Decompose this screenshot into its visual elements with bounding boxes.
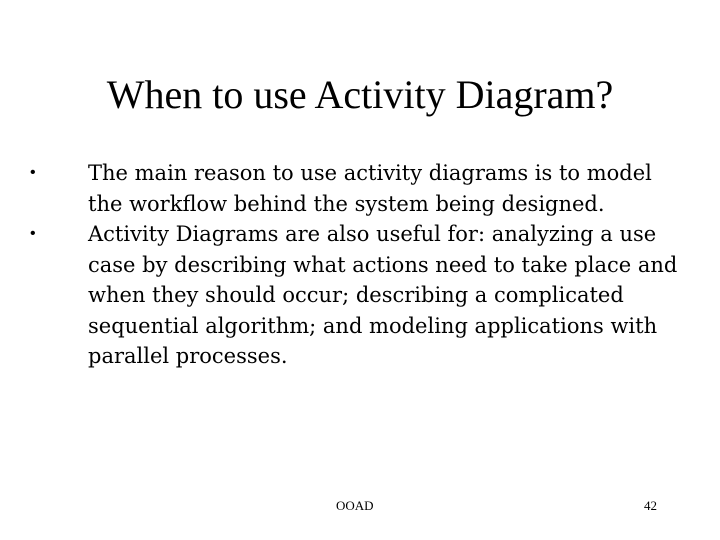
- bullet-list: [30, 158, 690, 372]
- bullet-item: [30, 219, 690, 372]
- footer-label: OOAD: [336, 498, 374, 513]
- bullet-text: Activity Diagrams are also useful for: analyzing a use case by describing what actions need to take place and when they should occur; describing a complicated sequential algorithm; and modeling applications with parallel processes.: [88, 222, 678, 368]
- bullet-text: The main reason to use activity diagrams is to model the workflow behind the system being designed.: [88, 161, 652, 216]
- bullet-icon: •: [30, 164, 36, 181]
- page-number: 42: [644, 498, 657, 513]
- slide-title: When to use Activity Diagram?: [106, 72, 614, 117]
- bullet-item: [30, 158, 690, 219]
- bullet-icon: •: [30, 225, 36, 242]
